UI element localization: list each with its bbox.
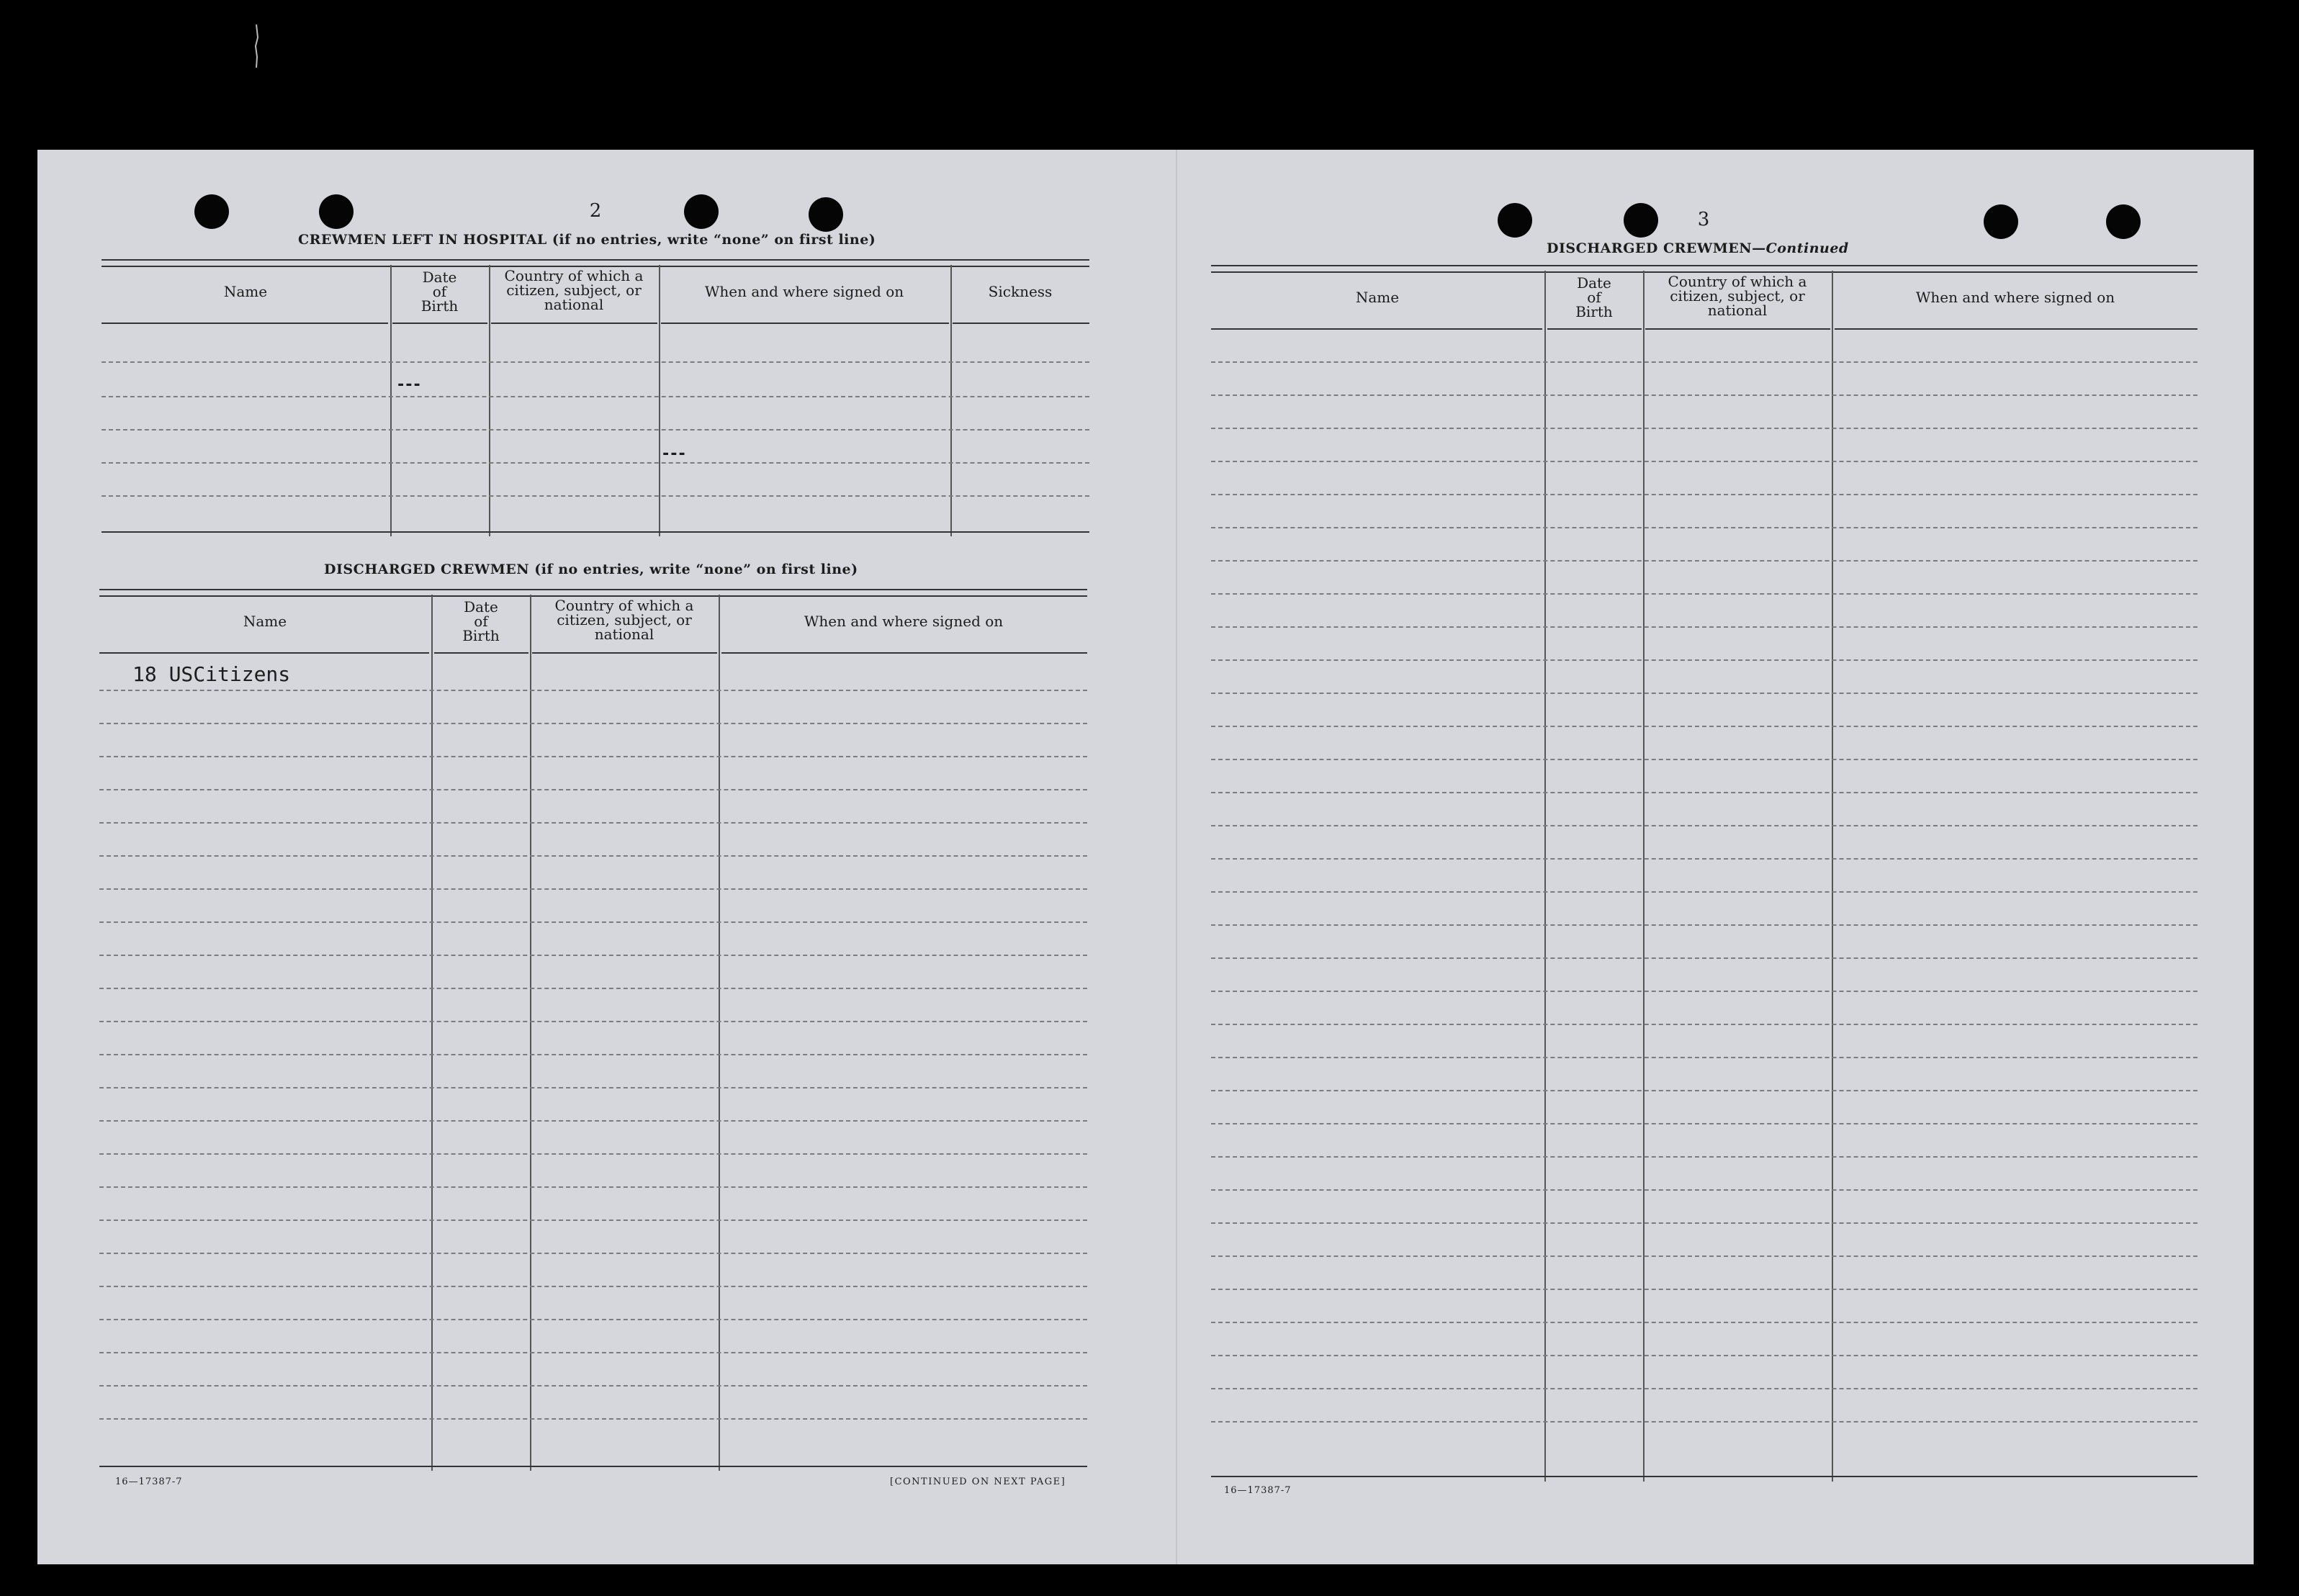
discharged-table [99, 589, 1087, 1471]
hospital-title-text: CREWMEN LEFT IN HOSPITAL [298, 232, 547, 248]
col-header-dob: Date of Birth [420, 269, 459, 315]
discharged-instruction: (if no entries, write “none” on first line) [534, 562, 858, 577]
punch-hole [319, 194, 354, 229]
punch-hole [2106, 204, 2141, 239]
hospital-table [102, 259, 1089, 536]
form-number: 16—17387-7 [1224, 1485, 1292, 1496]
page-number: 3 [1697, 209, 1710, 230]
col-header-name: Name [223, 283, 268, 300]
col-header-signed-on: When and where signed on [704, 283, 904, 300]
col-header-signed-on: When and where signed on [804, 613, 1004, 630]
col-header-country: Country of which a citizen, subject, or national [554, 597, 694, 643]
punch-hole [1984, 204, 2018, 239]
col-header-name: Name [1355, 289, 1400, 306]
continued-section-title [1547, 240, 1849, 256]
discharged-title-text: DISCHARGED CREWMEN [324, 562, 530, 577]
col-header-signed-on: When and where signed on [1915, 289, 2115, 306]
dob-dash-mark: --- [396, 376, 420, 394]
page-fold [1176, 150, 1177, 1564]
col-header-country: Country of which a citizen, subject, or national [504, 267, 644, 313]
continued-title-text: DISCHARGED CREWMEN [1547, 240, 1753, 256]
continued-title-suffix: —Continued [1752, 240, 1849, 256]
col-header-name: Name [243, 613, 287, 630]
hospital-section-title [298, 232, 876, 248]
hospital-instruction: (if no entries, write “none” on first line) [552, 232, 876, 248]
punch-hole [1498, 203, 1532, 238]
form-number: 16—17387-7 [115, 1476, 183, 1487]
col-header-dob: Date of Birth [462, 598, 500, 644]
continued-note: [CONTINUED ON NEXT PAGE] [890, 1476, 1066, 1487]
col-header-country: Country of which a citizen, subject, or national [1668, 273, 1807, 319]
col-header-sickness: Sickness [988, 283, 1053, 300]
discharged-section-title [324, 562, 858, 577]
punch-hole [684, 194, 719, 229]
discharged-first-entry: 18 USCitizens [132, 662, 291, 686]
col-header-dob: Date of Birth [1575, 274, 1613, 320]
punch-hole [194, 194, 229, 229]
discharged-continued-table [1211, 265, 2197, 1482]
signed-on-dash-mark: --- [661, 445, 685, 463]
punch-hole [809, 197, 843, 232]
punch-hole [1624, 203, 1658, 238]
page-number: 2 [589, 200, 602, 222]
scan-artifact [253, 24, 259, 68]
